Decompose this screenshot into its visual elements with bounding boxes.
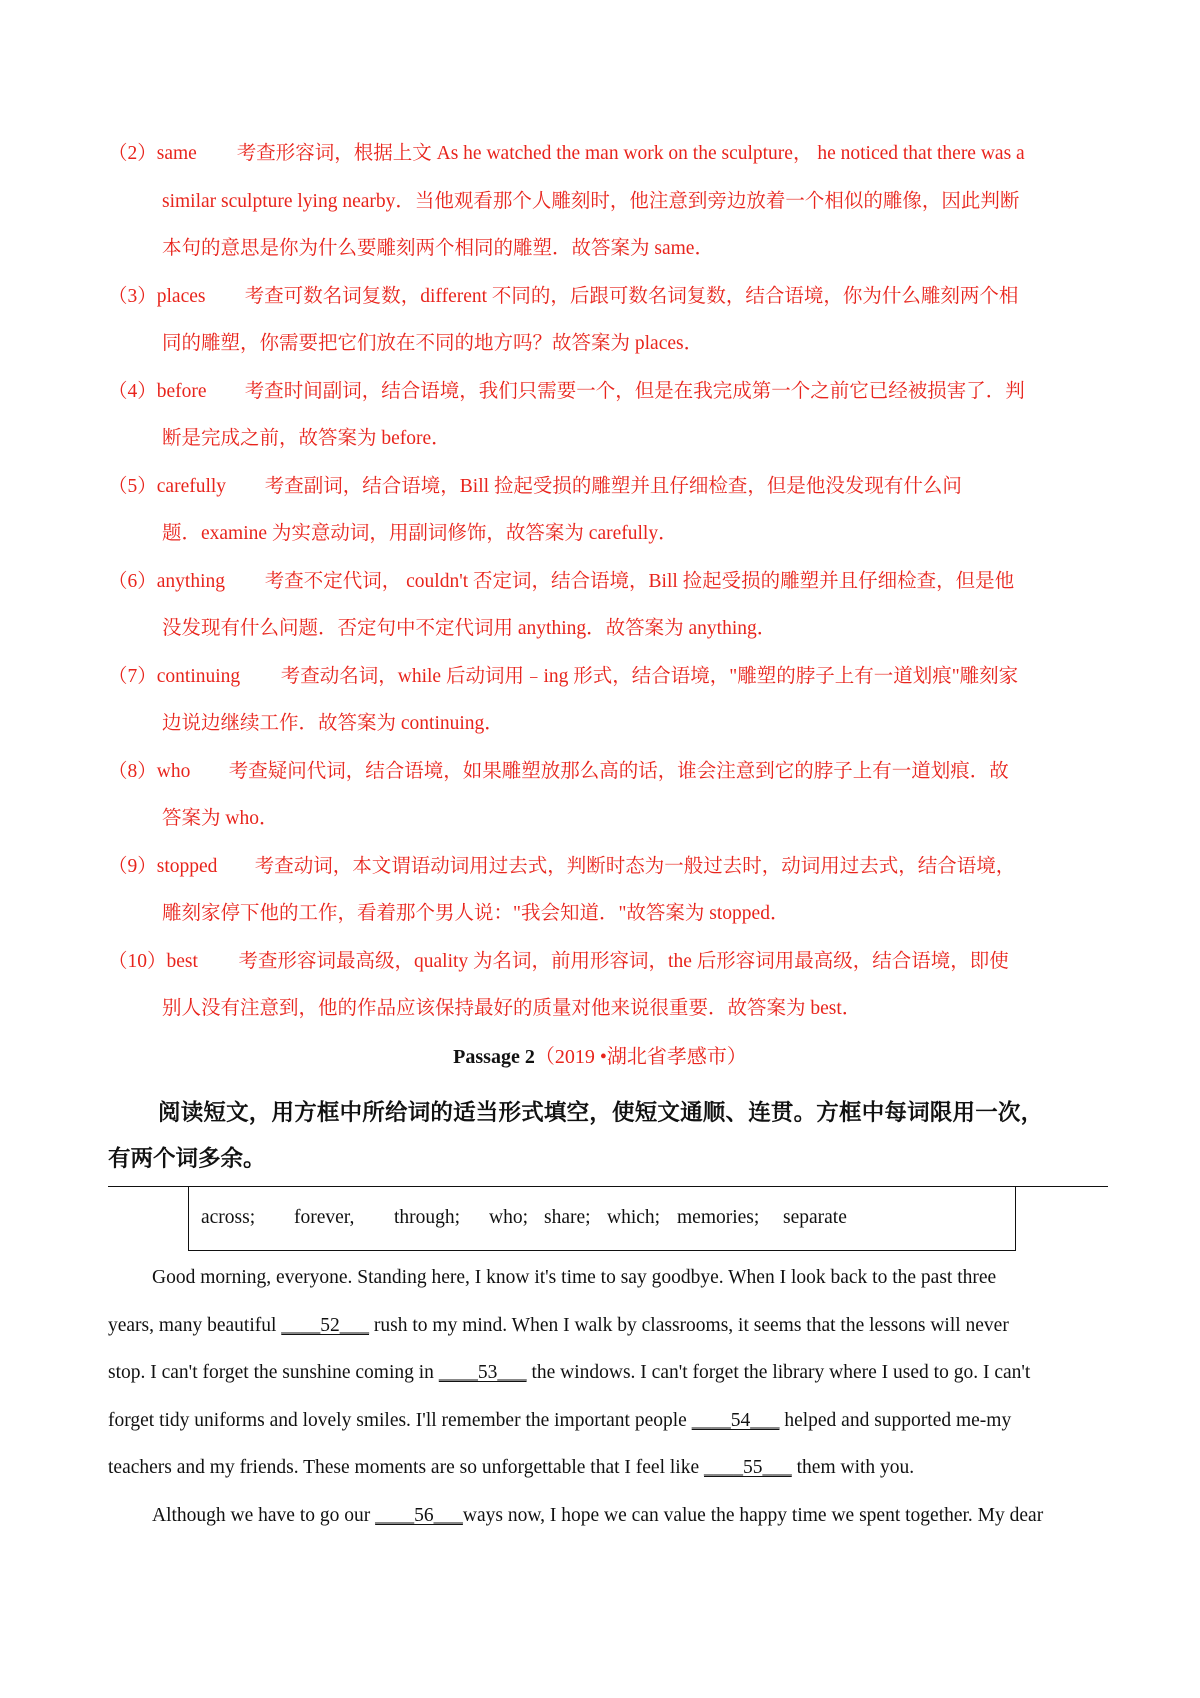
answer-explanation: 答案为 who． [162, 808, 279, 829]
word-box [188, 1187, 1016, 1251]
answer-item-6 [108, 558, 1108, 606]
answer-number: （9） [108, 855, 157, 877]
answer-explanation: 考查时间副词，结合语境，我们只需要一个，但是在我完成第一个之前它已经被损害了．判 [244, 380, 1025, 402]
text-run: ways now, I hope we can value the happy time we spent together. My dear [462, 1505, 1044, 1526]
paragraph-line [108, 1349, 1108, 1397]
answer-explanation: 考查形容词，根据上文 As he watched the man work on the sculpture， he noticed that there was a [236, 143, 1025, 164]
text-run: years, many beautiful [108, 1314, 282, 1336]
word-box-item: who; [489, 1207, 528, 1228]
word-box-item: which; [607, 1207, 661, 1228]
answer-explanation: 雕刻家停下他的工作，看着那个男人说："我会知道．"故答案为 stopped． [162, 903, 790, 924]
text-run: teachers and my friends. These moments are so unforgettable that I feel like [108, 1457, 704, 1478]
answer-word: same [156, 143, 197, 164]
paragraph-line [108, 1397, 1108, 1445]
answer-explanation: similar sculpture lying nearby．当他观看那个人雕刻时，他注意到旁边放着一个相似的雕像，因此判断 [162, 190, 1020, 212]
answer-explanation: 考查可数名词复数，different 不同的，后跟可数名词复数，结合语境，你为什么雕刻两个相 [244, 285, 1019, 307]
passage-source: （2019 •湖北省孝感市） [534, 1046, 747, 1068]
answer-item-5 [108, 463, 1108, 511]
text-run: helped and supported me-my [779, 1409, 1012, 1431]
blank-52: ____52___ [281, 1314, 370, 1336]
answer-item-9 [108, 843, 1108, 891]
answer-explanation: 考查副词，结合语境，Bill 捡起受损的雕塑并且仔细检查，但是他没发现有什么问 [264, 475, 962, 497]
word-box-item: separate [783, 1207, 847, 1228]
instruction [108, 1090, 1108, 1182]
answer-word: carefully [156, 475, 227, 497]
answer-explanation: 考查疑问代词，结合语境，如果雕塑放那么高的话，谁会注意到它的脖子上有一道划痕．故 [228, 760, 1009, 782]
blank-55: ____55___ [704, 1457, 792, 1478]
word-box-item: share; [544, 1207, 591, 1228]
answer-word: before [156, 380, 207, 402]
answer-word: stopped [156, 855, 218, 877]
answer-number: （3） [108, 285, 157, 307]
answer-item-2 [108, 130, 1108, 178]
answer-number: （6） [108, 570, 157, 592]
answer-list [108, 130, 1108, 1033]
blank-54: ____54___ [691, 1409, 780, 1431]
answer-explanation: 断是完成之前，故答案为 before． [162, 428, 451, 449]
answer-explanation: 本句的意思是你为什么要雕刻两个相同的雕塑．故答案为 same． [162, 238, 714, 259]
answer-word: best [166, 950, 198, 972]
answer-explanation: 考查动名词，while 后动词用﹣ing 形式，结合语境，"雕塑的脖子上有一道划痕"雕刻家 [280, 665, 1019, 687]
text-run: them with you. [791, 1457, 915, 1478]
answer-number: （4） [108, 380, 157, 402]
answer-explanation: 没发现有什么问题．否定句中不定代词用 anything．故答案为 anything． [162, 618, 777, 639]
answer-explanation: 题．examine 为实意动词，用副词修饰，故答案为 carefully． [162, 523, 678, 544]
answer-explanation: 考查形容词最高级，quality 为名词，前用形容词，the 后形容词用最高级，结合语境，即使 [238, 950, 1009, 972]
text-run: forget tidy uniforms and lovely smiles. I'll remember the important people [108, 1409, 692, 1431]
answer-number: （8） [108, 760, 157, 782]
answer-number: （5） [108, 475, 157, 497]
word-box-item: through; [394, 1207, 461, 1228]
instruction-line-1: 阅读短文，用方框中所给词的适当形式填空，使短文通顺、连贯。方框中每词限用一次， [158, 1100, 1044, 1125]
passage-heading [0, 1040, 1200, 1069]
answer-explanation: 同的雕塑，你需要把它们放在不同的地方吗？故答案为 places． [162, 333, 704, 354]
text-run: stop. I can't forget the sunshine coming in [108, 1362, 439, 1383]
text-run: Although we have to go our [152, 1505, 376, 1526]
answer-explanation: 考查动词，本文谓语动词用过去式，判断时态为一般过去时，动词用过去式，结合语境， [254, 855, 1016, 877]
answer-number: （7） [108, 665, 157, 687]
word-box-item: forever, [294, 1207, 355, 1228]
blank-56: ____56___ [375, 1505, 463, 1526]
passage-paragraph-1 [108, 1254, 1108, 1492]
answer-number: （10） [108, 950, 167, 972]
paragraph-line [108, 1302, 1108, 1350]
answer-explanation: 别人没有注意到，他的作品应该保持最好的质量对他来说很重要．故答案为 best． [162, 998, 862, 1019]
answer-item-7 [108, 653, 1108, 701]
answer-word: continuing [156, 665, 241, 687]
text-run: the windows. I can't forget the library where I used to go. I can't [526, 1362, 1031, 1383]
answer-word: places [156, 285, 206, 307]
answer-number: （2） [108, 143, 157, 164]
paragraph-line [108, 1492, 1108, 1540]
answer-explanation: 考查不定代词， couldn't 否定词，结合语境，Bill 捡起受损的雕塑并且仔细检查，但是他 [264, 570, 1015, 592]
answer-item-4 [108, 368, 1108, 416]
word-box-item: memories; [677, 1207, 760, 1228]
passage-paragraph-2 [108, 1492, 1108, 1540]
answer-word: anything [156, 570, 226, 592]
answer-item-8 [108, 748, 1108, 796]
paragraph-line: Good morning, everyone. Standing here, I know it's time to say goodbye. When I look back to the past three [152, 1267, 997, 1288]
answer-word: who [156, 760, 191, 782]
text-run: rush to my mind. When I walk by classrooms, it seems that the lessons will never [369, 1314, 1009, 1336]
answer-explanation: 边说边继续工作．故答案为 continuing． [162, 713, 504, 734]
blank-53: ____53___ [438, 1362, 527, 1383]
passage-title: Passage 2 [453, 1046, 535, 1068]
answer-item-10 [108, 938, 1108, 986]
word-box-item: across; [201, 1207, 256, 1228]
answer-item-3 [108, 273, 1108, 321]
word-box-words [201, 1207, 847, 1229]
instruction-line-2: 有两个词多余。 [108, 1146, 266, 1171]
paragraph-line [108, 1444, 1108, 1492]
